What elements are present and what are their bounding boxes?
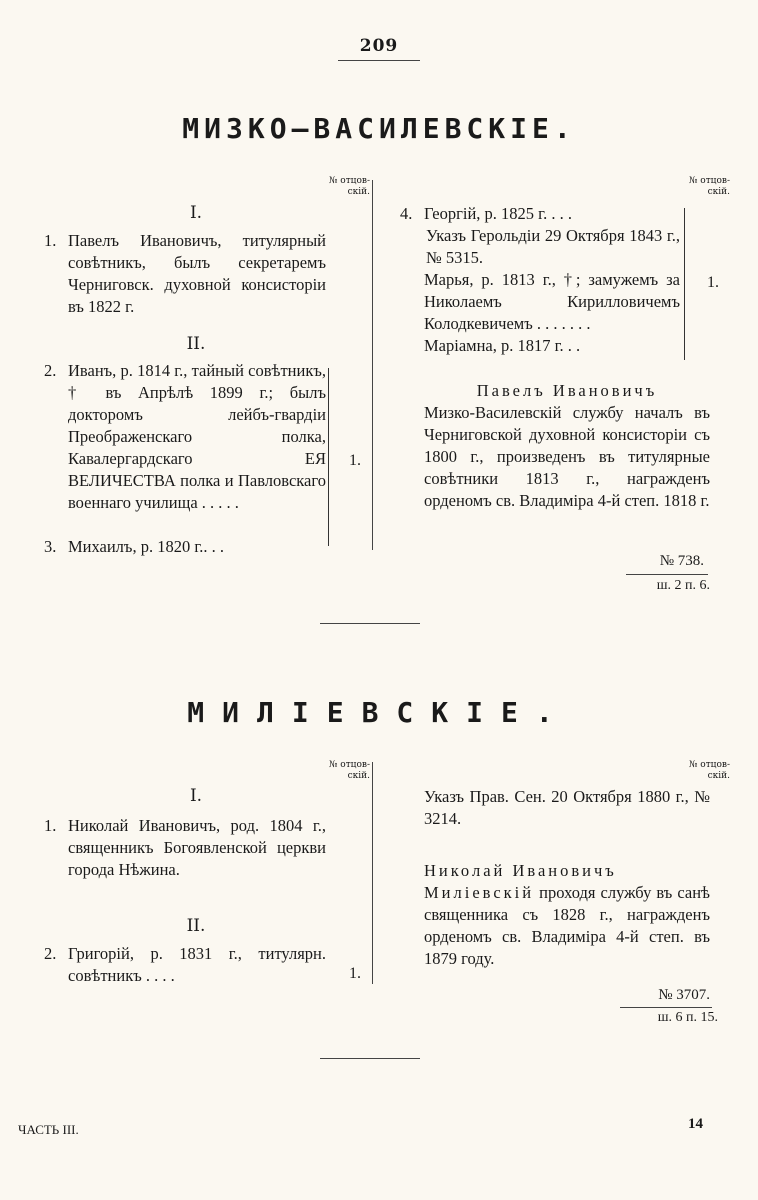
shelf-mark-2: ш. 6 п. 15. [657,1010,718,1025]
biography-nikolay [424,860,710,970]
column-divider-2 [372,762,373,984]
section-title-milievskie: МИЛІЕВСКІЕ. [187,696,571,729]
entry-number: 2. [44,944,57,963]
part-label: ЧАСТЬ III. [18,1122,79,1137]
section-title-mizko: МИЗКО—ВАСИЛЕВСКІЕ. [182,112,576,145]
entry-grigoriy [44,943,326,987]
entry-pavel [44,230,326,318]
brace-left-group [328,368,329,546]
column-header-right: № отцов- скій. [688,176,730,197]
generation-label-2b: II. [186,916,206,936]
entry-georgiy [400,203,680,357]
sheet-number: 14 [688,1116,703,1132]
generation-label-2: II. [186,334,206,354]
brace-right-group [684,208,685,360]
record-rule-2 [620,1007,712,1008]
entry-number: 4. [400,204,413,223]
entry-text: Николай Ивановичъ, род. 1804 г., священникъ Богоявленской церкви города Нѣжина. [68,816,326,879]
biography-pavel [424,380,710,512]
entry-text: Георгій, р. 1825 г. . . . [424,204,572,223]
biography-text: проходя службу въ санѣ священника съ 1828 г., награжденъ орденомъ св. Владиміра 4-й степ. въ 1879 году. [424,883,711,968]
entry-mariamna: Маріамна, р. 1817 г. . . [424,336,581,355]
biography-surname: Миліевскій [424,883,535,902]
entry-ivan [44,360,326,514]
entry-text: Павелъ Ивановичъ, титулярный совѣтникъ, былъ секретаремъ Черниговск. духовной консисторіи въ 1822 г. [68,231,326,316]
section-separator-1 [320,623,420,624]
entry-number: 1. [44,816,57,835]
entry-marya: Марья, р. 1813 г., †; замужемъ за Николаемъ Кирилловичемъ Колодкевичемъ . . . . . . . [424,270,680,333]
entry-text: Михаилъ, р. 1820 г.. . . [68,537,224,556]
column-divider-1 [372,180,373,550]
column-header-left: № отцов- скій. [328,176,370,197]
section-separator-2 [320,1058,420,1059]
record-rule [626,574,708,575]
ukaz-milievskie: Указъ Прав. Сен. 20 Октября 1880 г., № 3214. [424,787,710,828]
biography-name: Павелъ Ивановичъ [476,381,658,400]
generation-label-1b: I. [189,786,203,806]
entry-number: 2. [44,361,57,380]
father-ref-left-2: 1. [349,965,361,982]
generation-label-1: I. [189,203,203,223]
column-header-left-2: № отцов- скій. [328,760,370,781]
entry-mikhail [44,536,326,558]
father-ref-right: 1. [707,274,719,291]
record-number-738: № 738. [659,553,704,569]
page-number-rule [338,60,420,61]
entry-detail: Указъ Герольдіи 29 Октября 1843 г., № 5315. [426,226,680,267]
entry-number: 3. [44,537,57,556]
entry-nikolay [44,815,326,881]
entry-number: 1. [44,231,57,250]
entry-text: Иванъ, р. 1814 г., тайный совѣтникъ, † въ Апрѣлѣ 1899 г.; былъ докторомъ лейбъ-гвардіи Преображенскаго полка, Кавалергардскаго ЕЯ ВЕЛИЧЕСТВА полка и Павловскаго военнаго училища . . . . . [68,361,326,512]
page-number: 209 [359,36,399,56]
shelf-mark-1: ш. 2 п. 6. [656,578,710,593]
biography-text: Мизко-Василевскій службу началъ въ Черниговской духовной консисторіи съ 1800 г., произведенъ въ титулярные совѣтники 1813 г., награжденъ орденомъ св. Владиміра 4-й степ. 1818 г. [424,403,710,510]
biography-name: Николай Ивановичъ [424,861,617,880]
father-ref-left: 1. [349,452,361,469]
entry-text: Григорій, р. 1831 г., титулярн. совѣтникъ . . . . [68,944,326,985]
column-header-right-2: № отцов- скій. [688,760,730,781]
record-number-3707: № 3707. [658,987,710,1003]
